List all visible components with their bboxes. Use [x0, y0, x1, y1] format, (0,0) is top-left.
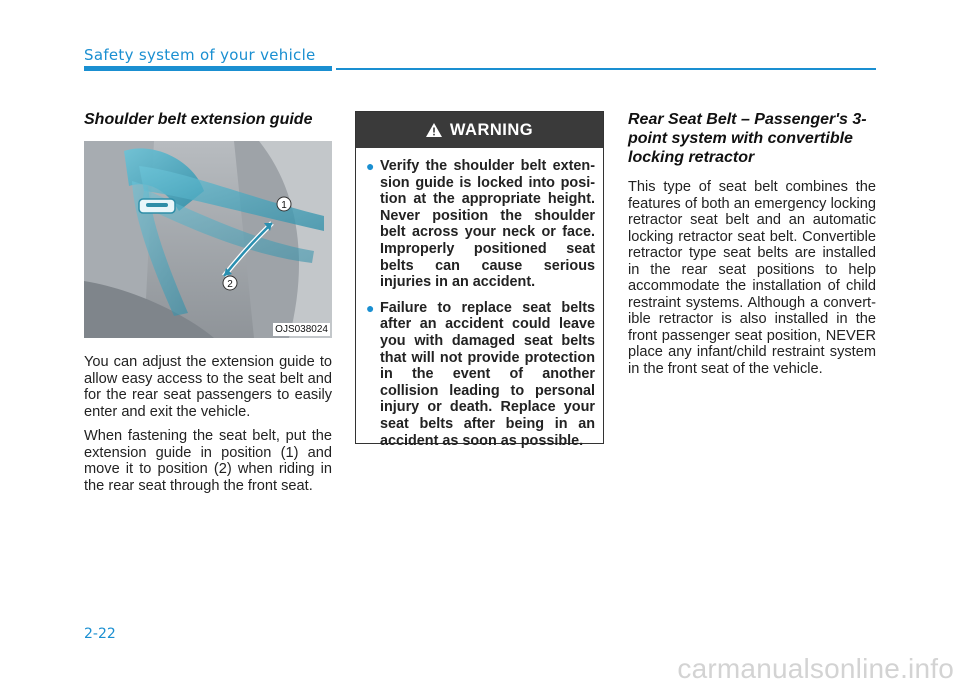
warning-item-text: Failure to replace seat belts after an accident could leave you with damaged seat belts that will not provide protection in the event of another collision leading to personal injury or death. Replace your seat belts after being in an accident as soon as possible. — [380, 299, 595, 449]
watermark: carmanualsonline.info — [677, 653, 954, 684]
warning-header — [356, 112, 603, 148]
extension-guide-paragraph-2: When fastening the seat belt, put the extension guide in position (1) and move it to position (2) when riding in the rear seat through the front seat. — [84, 428, 332, 494]
extension-guide-paragraph-1: You can adjust the extension guide to allow easy access to the seat belt and for the rear seat passengers to easily enter and exit the vehicle. — [84, 354, 332, 420]
bullet-icon: ● — [366, 158, 375, 174]
extension-guide-heading: Shoulder belt extension guide — [84, 111, 313, 128]
warning-box — [355, 111, 604, 449]
rear-seat-belt-heading: Rear Seat Belt – Passenger's 3-point system with convertible locking retractor — [628, 111, 867, 166]
warning-list — [356, 148, 603, 449]
header-rule-thick — [84, 66, 332, 71]
extension-guide-illustration — [84, 141, 332, 338]
left-column — [84, 110, 332, 502]
callout-1: 1 — [281, 200, 287, 211]
figure-code: OJS038024 — [275, 324, 328, 335]
warning-item — [366, 158, 595, 291]
section-title: Safety system of your vehicle — [84, 46, 316, 64]
warning-item — [366, 300, 595, 449]
header-rule-thin — [336, 68, 876, 70]
warning-title: WARNING — [449, 120, 534, 139]
page-number: 2-22 — [84, 626, 116, 642]
right-column — [628, 110, 876, 385]
extension-guide-figure — [84, 141, 332, 338]
warning-triangle-icon — [426, 123, 442, 137]
rear-seat-belt-paragraph: This type of seat belt combines the features of both an emergency locking retractor seat belt and an automatic locking retractor seat belt. Convertible retractor type seat belts are installed in the rear seat positions to help accommodate the installation of child restraint systems. Although a convertible retractor is also installed in the front passenger seat position, NEVER place any infant/child restraint system in the front seat of the vehicle. — [628, 179, 876, 377]
warning-item-text: Verify the shoulder belt extension guide is locked into position at the appropriate height. Never position the shoulder belt across your neck or face. Improperly positioned seat belts can cause serious injuries in an accident. — [380, 158, 595, 291]
callout-2: 2 — [227, 279, 233, 290]
bullet-icon: ● — [366, 299, 375, 316]
